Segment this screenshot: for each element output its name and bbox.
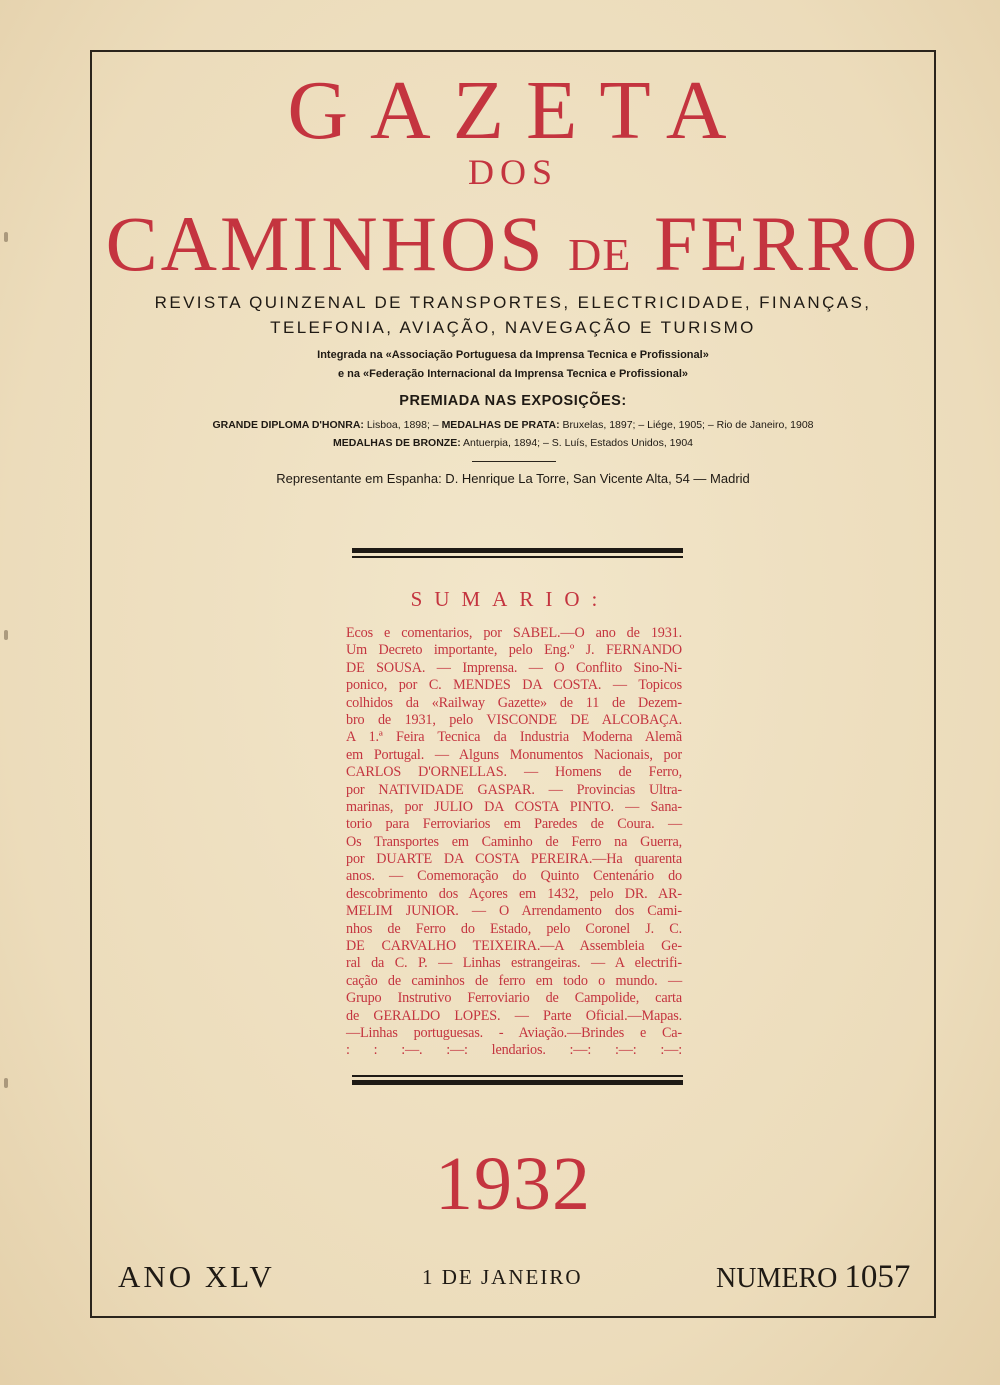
premiada-heading: PREMIADA NAS EXPOSIÇÕES:	[399, 393, 627, 409]
sumario-line: por DUARTE DA COSTA PEREIRA.—Ha quarenta	[346, 851, 682, 868]
sumario-line: em Portugal. — Alguns Monumentos Nacionais, por	[346, 746, 682, 763]
title-caminhos: CAMINHOS	[105, 200, 569, 287]
subtitle-line-2: TELEFONIA, AVIAÇÃO, NAVEGAÇÃO E TURISMO	[270, 318, 756, 337]
sumario-line: ponico, por C. MENDES DA COSTA. — Topicos	[346, 677, 682, 694]
title-caminhos-de-ferro	[100, 198, 926, 301]
sumario-line: por NATIVIDADE GASPAR. — Provincias Ultra-	[346, 781, 682, 798]
sumario-line: anos. — Comemoração do Quinto Centenário do	[346, 868, 682, 885]
sumario-line: marinas, por JULIO DA COSTA PINTO. — Sana-	[346, 798, 682, 815]
prata-label: MEDALHAS DE PRATA:	[441, 419, 560, 431]
title-gazeta: GAZETA	[287, 64, 749, 157]
divider-bottom	[352, 1075, 683, 1085]
sumario-line: colhidos da «Railway Gazette» de 11 de Dezem-	[346, 694, 682, 711]
integrada-line-1: Integrada na «Associação Portuguesa da Imprensa Tecnica e Profissional»	[317, 349, 709, 361]
footer-numero	[716, 1259, 910, 1297]
footer-ano: ANO XLV	[118, 1259, 275, 1294]
binding-hole	[4, 630, 8, 640]
sumario-line: : : :—. :—: lendarios. :—: :—: :—:	[346, 1042, 682, 1059]
awards-line-2	[90, 436, 936, 450]
divider-top	[352, 548, 683, 558]
sumario-line: Grupo Instrutivo Ferroviario de Campolide, carta	[346, 990, 682, 1007]
numero-value: 1057	[844, 1259, 911, 1295]
integrada-line-2: e na «Federação Internacional da Imprensa Tecnica e Profissional»	[337, 368, 689, 380]
sumario-line: descobrimento dos Açores em 1432, pelo DR. AR-	[346, 885, 682, 902]
divider-short	[472, 461, 556, 462]
sumario-line: ral da C. P. — Linhas estrangeiras. — A electrifi-	[346, 955, 682, 972]
sumario-line: DE CARVALHO TEIXEIRA.—A Assembleia Ge-	[346, 938, 682, 955]
representante-line: Representante em Espanha: D. Henrique La Torre, San Vicente Alta, 54 — Madrid	[276, 471, 750, 486]
subtitle-line-1: REVISTA QUINZENAL DE TRANSPORTES, ELECTRICIDADE, FINANÇAS,	[154, 293, 872, 312]
sumario-line: Um Decreto importante, pelo Eng.º J. FERNANDO	[346, 642, 682, 659]
sumario-line: CARLOS D'ORNELLAS. — Homens de Ferro,	[346, 764, 682, 781]
sumario-line: cação de caminhos de ferro em todo o mundo. —	[346, 972, 682, 989]
sumario-line: bro de 1931, pelo VISCONDE DE ALCOBAÇA.	[346, 711, 682, 728]
sumario-line: Os Transportes em Caminho de Ferro na Guerra,	[346, 833, 682, 850]
binding-hole	[4, 232, 8, 242]
prata-text: Bruxelas, 1897; – Liége, 1905; – Rio de Janeiro, 1908	[559, 419, 814, 431]
sumario-line: MELIM JUNIOR. — O Arrendamento dos Cami-	[346, 903, 682, 920]
bronze-text: Antuerpia, 1894; – S. Luís, Estados Unidos, 1904	[460, 437, 694, 449]
sumario-line: DE SOUSA. — Imprensa. — O Conflito Sino-Ni-	[346, 659, 682, 676]
year: 1932	[435, 1142, 591, 1226]
sumario-title: SUMARIO:	[410, 587, 610, 611]
footer-date: 1 DE JANEIRO	[422, 1265, 583, 1289]
awards-line-1	[100, 418, 926, 432]
numero-label: NUMERO	[716, 1263, 838, 1294]
title-ferro: FERRO	[631, 200, 921, 287]
bronze-label: MEDALHAS DE BRONZE:	[332, 437, 461, 449]
sumario-line: nhos de Ferro do Estado, pelo Coronel J. C.	[346, 920, 682, 937]
diploma-text: Lisboa, 1898; –	[363, 419, 442, 431]
diploma-label: GRANDE DIPLOMA D'HONRA:	[212, 419, 364, 431]
title-dos: DOS	[467, 152, 559, 192]
title-de: DE	[568, 229, 632, 280]
sumario-body	[346, 625, 682, 1060]
binding-hole	[4, 1078, 8, 1088]
sumario-line: —Linhas portuguesas. - Aviação.—Brindes e Ca-	[346, 1024, 682, 1041]
sumario-line: A 1.ª Feira Tecnica da Industria Moderna Alemã	[346, 729, 682, 746]
sumario-line: de GERALDO LOPES. — Parte Oficial.—Mapas.	[346, 1007, 682, 1024]
sumario-line: torio para Ferroviarios em Paredes de Coura. —	[346, 816, 682, 833]
sumario-line: Ecos e comentarios, por SABEL.—O ano de 1931.	[346, 625, 682, 641]
